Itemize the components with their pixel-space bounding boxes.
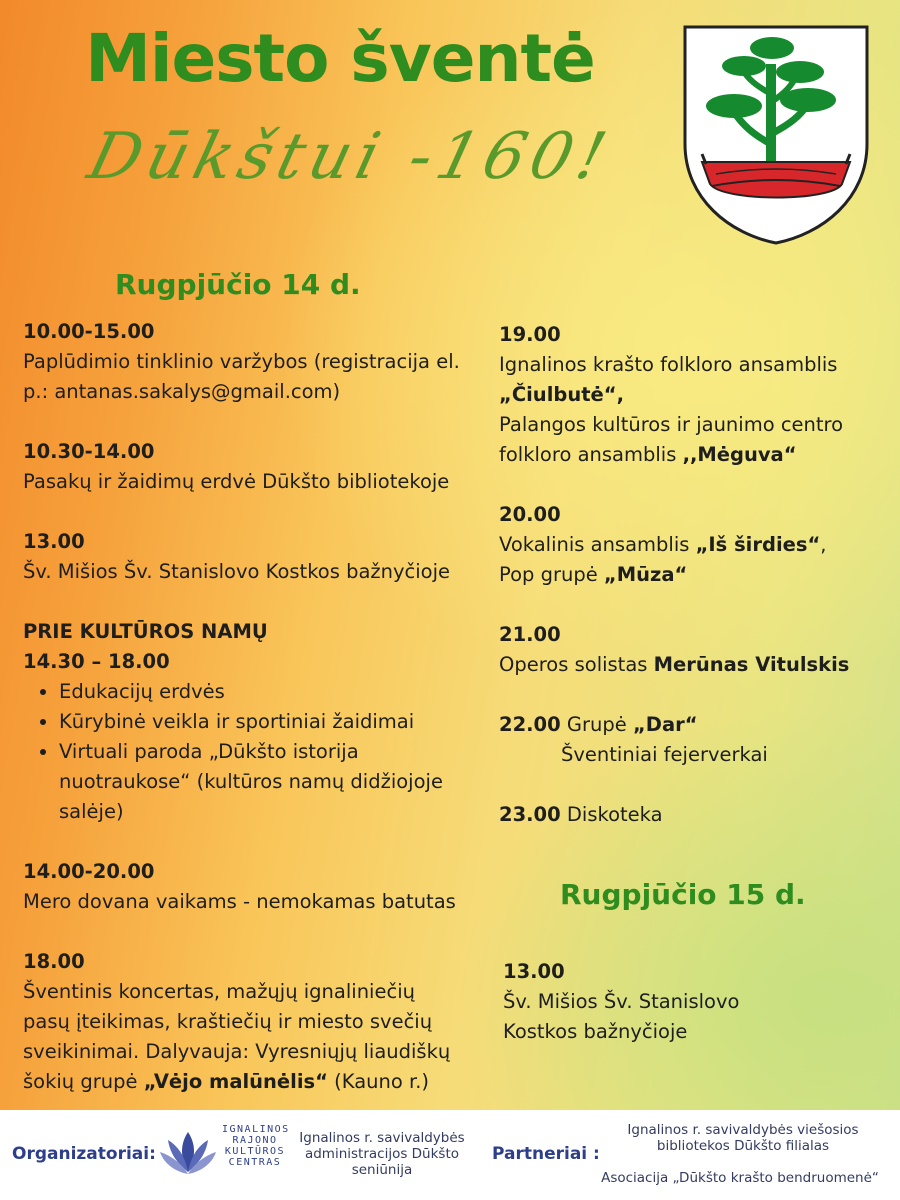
event-1-time: 10.00-15.00 xyxy=(23,320,155,343)
logo-line: RAJONO xyxy=(232,1135,278,1146)
event-22-line1 xyxy=(499,710,889,740)
event-3-text: Šv. Mišios Šv. Stanislovo Kostkos bažnyčioje xyxy=(23,560,451,583)
event-20-line1-bold: „Iš širdies“ xyxy=(695,533,821,556)
event-5-text xyxy=(23,977,463,1097)
event-4 xyxy=(23,857,483,917)
event-2 xyxy=(23,437,483,497)
page-subtitle: Dūkštui -160! xyxy=(81,120,619,194)
event-20-time: 20.00 xyxy=(499,503,561,526)
culture-centre-logo-text xyxy=(222,1124,288,1168)
event-22-text: Grupė xyxy=(566,713,633,736)
lotus-logo-icon xyxy=(158,1128,218,1178)
event-4-text: Mero dovana vaikams - nemokamas batutas xyxy=(23,890,456,913)
day2-event xyxy=(503,957,763,1047)
event-23 xyxy=(499,800,889,830)
event-1-text: Paplūdimio tinklinio varžybos (registracija el. p.: antanas.sakalys@gmail.com) xyxy=(23,350,460,403)
event-5-tail: (Kauno r.) xyxy=(327,1070,430,1093)
event-19-line1: Ignalinos krašto folkloro ansamblis xyxy=(499,353,838,376)
event-23-text: Diskoteka xyxy=(566,803,663,826)
page-title: Miesto šventė xyxy=(85,20,595,97)
event-5-desc: Šventinis koncertas, mažųjų ignaliniečių pasų įteikimas, kraštiečių ir miesto svečių sveikinimai. Dalyvauja: Vyresniųjų liaudiškų šokių grupė xyxy=(23,980,451,1093)
partner-library: Ignalinos r. savivaldybės viešosios bibliotekos Dūkšto filialas xyxy=(627,1122,859,1154)
day1-heading: Rugpjūčio 14 d. xyxy=(115,268,361,301)
event-20-line2-text: Pop grupė xyxy=(499,563,604,586)
event-19 xyxy=(499,320,889,470)
event-5-group: „Vėjo malūnėlis“ xyxy=(143,1070,328,1093)
day2-event-time: 13.00 xyxy=(503,960,565,983)
event-3 xyxy=(23,527,483,587)
section-time: 14.30 – 18.00 xyxy=(23,650,170,673)
organizer-seniunija: Ignalinos r. savivaldybės administracijos Dūkšto seniūnija xyxy=(299,1130,465,1178)
event-20-line1-tail: , xyxy=(820,533,827,556)
logo-line: KULTŪROS xyxy=(224,1146,286,1157)
event-20-line2-bold: „Mūza“ xyxy=(603,563,688,586)
event-23-time: 23.00 xyxy=(499,803,561,826)
section-heading: PRIE KULTŪROS NAMŲ xyxy=(23,620,268,643)
event-20-line1-text: Vokalinis ansamblis xyxy=(499,533,696,556)
event-2-time: 10.30-14.00 xyxy=(23,440,155,463)
event-22-line2: Šventiniai fejerverkai xyxy=(561,743,768,766)
event-19-line2-text: Palangos kultūros ir jaunimo centro folkloro ansamblis xyxy=(499,413,844,466)
event-21-time: 21.00 xyxy=(499,623,561,646)
event-5 xyxy=(23,947,463,1097)
event-23-line xyxy=(499,800,889,830)
event-21 xyxy=(499,620,889,680)
event-20-line1 xyxy=(499,530,889,560)
event-4-time: 14.00-20.00 xyxy=(23,860,155,883)
list-item: • Virtuali paroda „Dūkšto istorija nuotraukose“ (kultūros namų didžiojoje salėje) xyxy=(59,737,483,827)
event-20-line2 xyxy=(499,560,889,590)
event-21-line xyxy=(499,650,889,680)
event-2-text: Pasakų ir žaidimų erdvė Dūkšto bibliotekoje xyxy=(23,470,450,493)
culture-house-section xyxy=(23,617,483,827)
organizers-label: Organizatoriai: xyxy=(12,1144,156,1164)
list-item: • Kūrybinė veikla ir sportiniai žaidimai xyxy=(59,707,483,737)
event-1 xyxy=(23,317,483,407)
day2-event-text: Šv. Mišios Šv. Stanislovo Kostkos bažnyčioje xyxy=(503,990,740,1043)
section-list xyxy=(23,677,483,827)
footer xyxy=(0,1110,900,1200)
partner-association: Asociacija „Dūkšto krašto bendruomenė“ xyxy=(601,1170,879,1186)
event-22-band: „Dar“ xyxy=(632,713,698,736)
event-21-text: Operos solistas xyxy=(499,653,654,676)
logo-line: CENTRAS xyxy=(228,1157,282,1168)
coat-of-arms-emblem xyxy=(682,24,870,246)
event-19-line2 xyxy=(499,410,889,470)
event-19-time: 19.00 xyxy=(499,323,561,346)
event-20 xyxy=(499,500,889,590)
day2-heading: Rugpjūčio 15 d. xyxy=(560,878,806,911)
list-item: • Edukacijų erdvės xyxy=(59,677,483,707)
event-19-line2-bold: ,,Mėguva“ xyxy=(682,443,797,466)
partners-label: Partneriai : xyxy=(492,1144,600,1164)
event-19-line1-bold: „Čiulbutė“, xyxy=(499,383,624,406)
logo-line: IGNALINOS xyxy=(222,1124,290,1135)
event-22 xyxy=(499,710,889,770)
event-21-performer: Merūnas Vitulskis xyxy=(653,653,850,676)
event-22-time: 22.00 xyxy=(499,713,561,736)
event-5-time: 18.00 xyxy=(23,950,85,973)
event-3-time: 13.00 xyxy=(23,530,85,553)
